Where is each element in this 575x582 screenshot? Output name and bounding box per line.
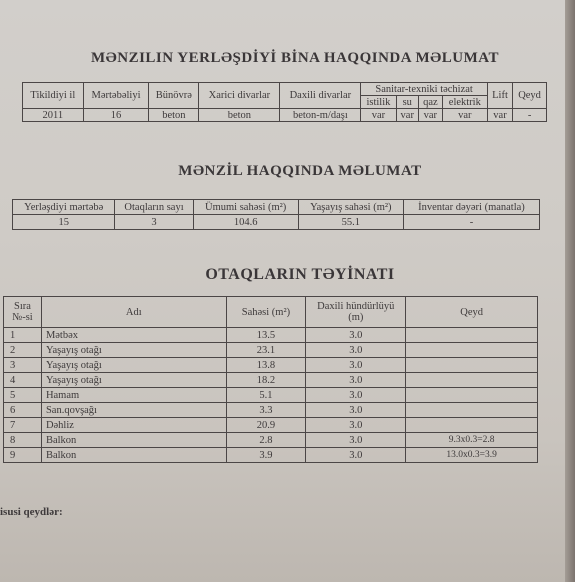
value-tikildiyi-il: 2011 <box>23 109 84 122</box>
room-name: San.qovşağı <box>41 403 226 418</box>
header-mertebeliyi: Mərtəbəliyi <box>83 83 149 109</box>
value-daxili-divarlar: beton-m/daşı <box>280 109 361 122</box>
header-qeyd: Qeyd <box>406 297 538 328</box>
room-height: 3.0 <box>306 418 406 433</box>
room-note <box>406 403 538 418</box>
apartment-info-table <box>12 199 540 230</box>
header-lift: Lift <box>487 83 512 109</box>
header-sira: Sıra №-si <box>4 297 42 328</box>
room-note <box>406 358 538 373</box>
value-lift: var <box>487 109 512 122</box>
header-qaz: qaz <box>418 96 442 109</box>
header-sanitar-texniki: Sanitar-texniki təchizat <box>361 83 488 96</box>
room-name: Balkon <box>41 448 226 463</box>
row-number: 9 <box>4 448 42 463</box>
room-note: 9.3x0.3=2.8 <box>406 433 538 448</box>
special-notes-label: isusi qeydlər: <box>0 506 63 518</box>
room-area: 13.5 <box>226 328 306 343</box>
value-mertebeliyi: 16 <box>83 109 149 122</box>
table-row <box>4 403 538 418</box>
room-name: Yaşayış otağı <box>41 343 226 358</box>
value-xarici-divarlar: beton <box>199 109 280 122</box>
room-area: 5.1 <box>226 388 306 403</box>
header-bunovre: Bünövrə <box>149 83 199 109</box>
value-yasayis-sahe: 55.1 <box>298 215 403 230</box>
header-hundurluk: Daxili hündürlüyü (m) <box>306 297 406 328</box>
value-elektrik: var <box>442 109 487 122</box>
table-row <box>4 448 538 463</box>
value-qeyd: - <box>513 109 547 122</box>
row-number: 5 <box>4 388 42 403</box>
header-inventar: İnventar dəyəri (manatla) <box>403 200 539 215</box>
room-name: Yaşayış otağı <box>41 358 226 373</box>
room-note <box>406 328 538 343</box>
value-inventar: - <box>403 215 539 230</box>
value-umumi-sahe: 104.6 <box>193 215 298 230</box>
table-row <box>4 373 538 388</box>
row-number: 1 <box>4 328 42 343</box>
room-area: 3.9 <box>226 448 306 463</box>
value-otaq-sayi: 3 <box>115 215 193 230</box>
header-otaq-sayi: Otaqların sayı <box>115 200 193 215</box>
room-note <box>406 418 538 433</box>
header-mertebe: Yerləşdiyi mərtəbə <box>13 200 115 215</box>
header-adi: Adı <box>41 297 226 328</box>
room-height: 3.0 <box>306 433 406 448</box>
room-height: 3.0 <box>306 448 406 463</box>
room-note <box>406 343 538 358</box>
header-sahe: Sahəsi (m²) <box>226 297 306 328</box>
table-row <box>4 358 538 373</box>
room-height: 3.0 <box>306 403 406 418</box>
room-height: 3.0 <box>306 358 406 373</box>
building-section-title: MƏNZILIN YERLƏŞDİYİ BİNA HAQQINDA MƏLUMAT <box>91 50 499 66</box>
table-row <box>4 343 538 358</box>
header-daxili-divarlar: Daxili divarlar <box>280 83 361 109</box>
header-istilik: istilik <box>361 96 396 109</box>
row-number: 8 <box>4 433 42 448</box>
room-height: 3.0 <box>306 328 406 343</box>
table-row <box>4 433 538 448</box>
row-number: 7 <box>4 418 42 433</box>
table-row <box>4 388 538 403</box>
value-bunovre: beton <box>149 109 199 122</box>
value-qaz: var <box>418 109 442 122</box>
apartment-section-title: MƏNZİL HAQQINDA MƏLUMAT <box>178 163 422 179</box>
room-area: 18.2 <box>226 373 306 388</box>
room-note <box>406 373 538 388</box>
row-number: 2 <box>4 343 42 358</box>
value-su: var <box>396 109 418 122</box>
room-height: 3.0 <box>306 373 406 388</box>
row-number: 6 <box>4 403 42 418</box>
room-name: Balkon <box>41 433 226 448</box>
rooms-section-title: OTAQLARIN TƏYİNATI <box>205 266 395 283</box>
room-note: 13.0x0.3=3.9 <box>406 448 538 463</box>
header-umumi-sahe: Ümumi sahəsi (m²) <box>193 200 298 215</box>
room-area: 23.1 <box>226 343 306 358</box>
room-area: 2.8 <box>226 433 306 448</box>
table-row <box>4 418 538 433</box>
header-yasayis-sahe: Yaşayış sahəsi (m²) <box>298 200 403 215</box>
room-height: 3.0 <box>306 388 406 403</box>
room-name: Yaşayış otağı <box>41 373 226 388</box>
room-name: Dəhliz <box>41 418 226 433</box>
table-row <box>4 328 538 343</box>
header-qeyd: Qeyd <box>513 83 547 109</box>
room-area: 3.3 <box>226 403 306 418</box>
value-istilik: var <box>361 109 396 122</box>
page-edge-shadow <box>565 0 575 582</box>
room-name: Mətbəx <box>41 328 226 343</box>
room-height: 3.0 <box>306 343 406 358</box>
row-number: 4 <box>4 373 42 388</box>
header-xarici-divarlar: Xarici divarlar <box>199 83 280 109</box>
value-mertebe: 15 <box>13 215 115 230</box>
header-tikildiyi-il: Tikildiyi il <box>23 83 84 109</box>
room-area: 20.9 <box>226 418 306 433</box>
header-su: su <box>396 96 418 109</box>
building-info-table <box>22 82 547 122</box>
rooms-table <box>3 296 538 463</box>
room-note <box>406 388 538 403</box>
room-name: Hamam <box>41 388 226 403</box>
header-elektrik: elektrik <box>442 96 487 109</box>
row-number: 3 <box>4 358 42 373</box>
room-area: 13.8 <box>226 358 306 373</box>
